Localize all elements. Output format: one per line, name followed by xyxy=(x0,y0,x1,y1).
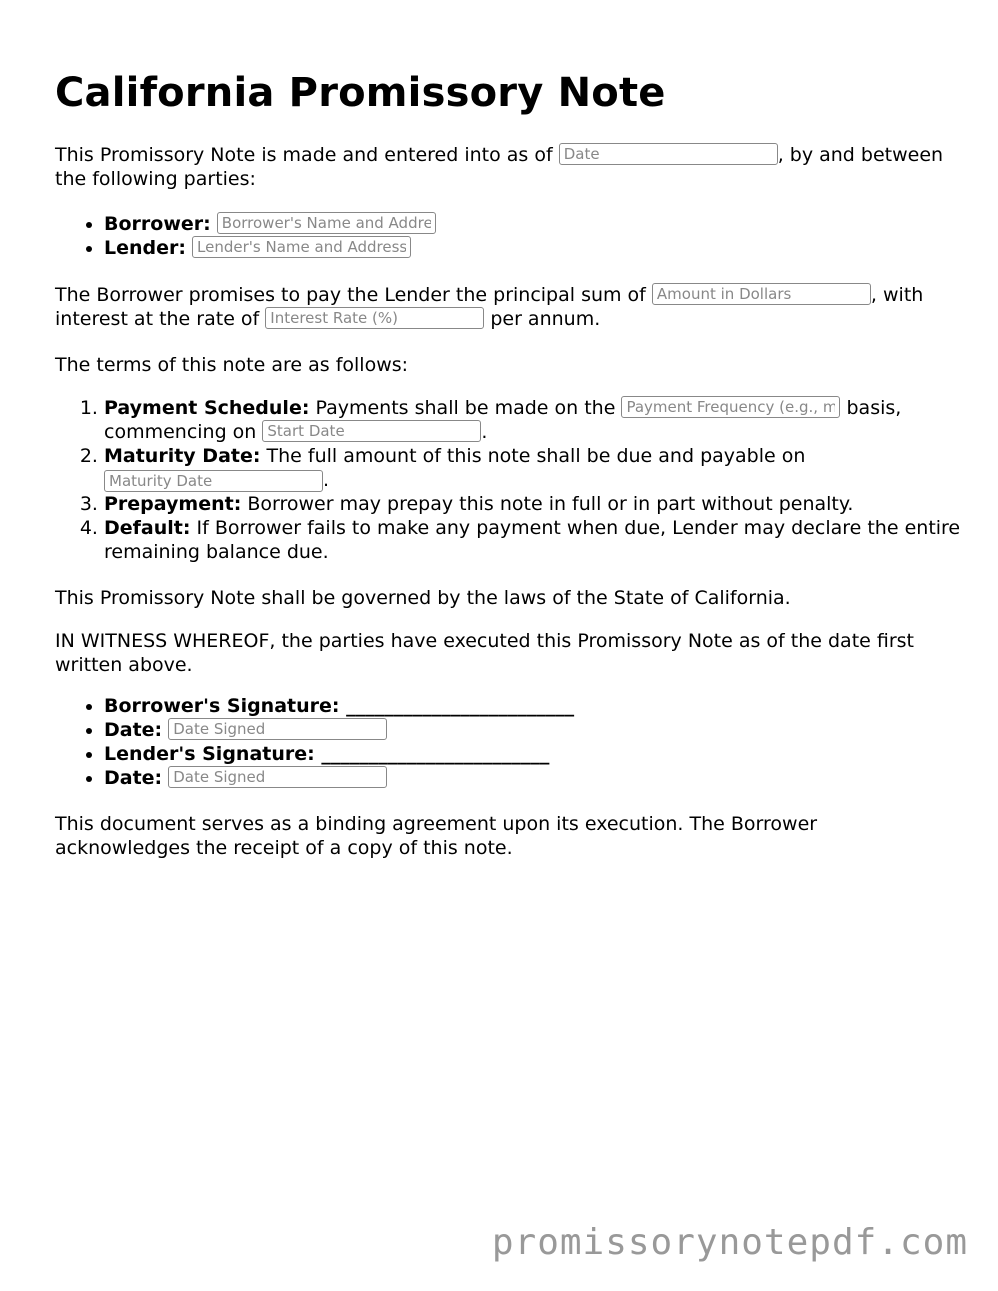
watermark-text: promissorynotepdf.com xyxy=(491,1222,968,1263)
intro-paragraph xyxy=(55,143,950,191)
parties-list xyxy=(55,212,998,260)
lender-date-label: Date: xyxy=(104,767,163,789)
lender-label: Lender: xyxy=(104,237,186,259)
lender-name-field[interactable] xyxy=(192,236,411,258)
principal-text-after: per annum. xyxy=(490,308,601,330)
borrower-date-signed-field[interactable] xyxy=(168,718,387,740)
prepayment-label: Prepayment: xyxy=(104,493,242,515)
payment-schedule-label: Payment Schedule: xyxy=(104,397,310,419)
list-item xyxy=(104,396,998,444)
terms-list xyxy=(55,396,998,564)
borrower-label: Borrower: xyxy=(104,213,211,235)
intro-text-before: This Promissory Note is made and entered into as of xyxy=(55,144,553,166)
default-label: Default: xyxy=(104,517,191,539)
list-item xyxy=(104,766,998,790)
list-item xyxy=(104,492,998,516)
list-item xyxy=(104,516,998,564)
list-item xyxy=(104,444,998,492)
maturity-text-end: . xyxy=(323,469,330,491)
witness-paragraph: IN WITNESS WHEREOF, the parties have executed this Promissory Note as of the date first written above. xyxy=(55,630,914,676)
amount-field[interactable] xyxy=(652,283,871,305)
payment-frequency-field[interactable] xyxy=(621,396,840,418)
list-item xyxy=(104,236,998,260)
closing-paragraph: This document serves as a binding agreement upon its execution. The Borrower acknowledges the receipt of a copy of this note. xyxy=(55,813,818,859)
list-item xyxy=(104,742,998,766)
payment-text-middle: basis, commencing on xyxy=(104,397,902,443)
list-item xyxy=(104,718,998,742)
agreement-date-field[interactable] xyxy=(559,143,778,165)
maturity-text: The full amount of this note shall be due and payable on xyxy=(266,445,806,467)
start-date-field[interactable] xyxy=(262,420,481,442)
governing-law-paragraph: This Promissory Note shall be governed by the laws of the State of California. xyxy=(55,587,791,609)
signatures-list xyxy=(55,694,998,790)
default-text: If Borrower fails to make any payment when due, Lender may declare the entire remaining balance due. xyxy=(104,517,961,563)
list-item xyxy=(104,694,998,718)
principal-paragraph xyxy=(55,283,950,331)
lender-signature-label: Lender's Signature: ________________________ xyxy=(104,743,550,765)
payment-text-end: . xyxy=(481,421,488,443)
borrower-date-label: Date: xyxy=(104,719,163,741)
list-item xyxy=(104,212,998,236)
maturity-date-field[interactable] xyxy=(104,470,323,492)
borrower-signature-label: Borrower's Signature: ________________________ xyxy=(104,695,575,717)
page-title: California Promissory Note xyxy=(55,70,666,116)
principal-text-middle: , with interest at the rate of xyxy=(55,284,924,330)
prepayment-text: Borrower may prepay this note in full or in part without penalty. xyxy=(247,493,854,515)
interest-rate-field[interactable] xyxy=(265,307,484,329)
payment-text-before: Payments shall be made on the xyxy=(315,397,616,419)
borrower-name-field[interactable] xyxy=(217,212,436,234)
terms-intro: The terms of this note are as follows: xyxy=(55,354,409,376)
intro-text-after: , by and between the following parties: xyxy=(55,144,944,190)
maturity-date-label: Maturity Date: xyxy=(104,445,261,467)
principal-text-before: The Borrower promises to pay the Lender the principal sum of xyxy=(55,284,646,306)
lender-date-signed-field[interactable] xyxy=(168,766,387,788)
